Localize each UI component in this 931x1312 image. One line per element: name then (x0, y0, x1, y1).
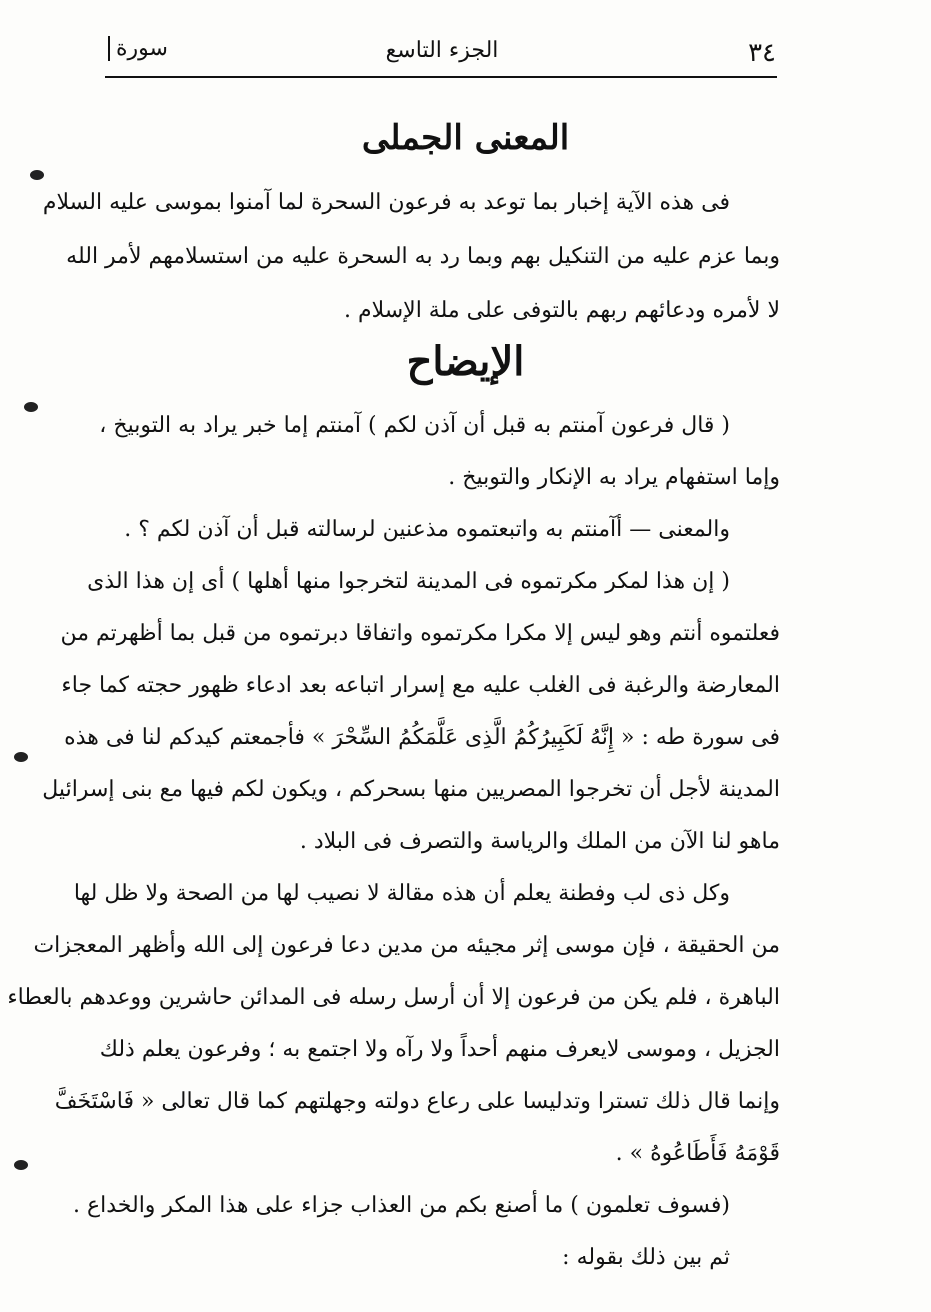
explanation-paragraphs (7, 400, 780, 1284)
text-line: فى هذه الآية إخبار بما توعد به فرعون السحرة لما آمنوا بموسى عليه السلام (42, 190, 730, 215)
page-number: ٣٤ (748, 38, 776, 68)
text-line: وبما عزم عليه من التنكيل بهم وبما رد به السحرة عليه من استسلامهم لأمر الله (66, 244, 780, 269)
binding-hole-mark (30, 170, 44, 180)
text-line: والمعنى — أآمنتم به واتبعتموه مذعنين لرسالته قبل أن آذن لكم ؟ . (124, 517, 730, 542)
text-line: قَوْمَهُ فَأَطَاعُوهُ » . (615, 1141, 780, 1166)
text-line: لا لأمره ودعائهم ربهم بالتوفى على ملة الإسلام . (343, 298, 780, 323)
text-line: فى سورة طه : « إِنَّهُ لَكَبِيرُكُمُ الَّذِى عَلَّمَكُمُ السِّحْرَ » فأجمعتم كيدكم لنا فى هذه (64, 725, 780, 750)
text-line: المعارضة والرغبة فى الغلب عليه مع إسرار اتباعه بعد ادعاء ظهور حجته كما جاء (61, 673, 780, 698)
text-line: وكل ذى لب وفطنة يعلم أن هذه مقالة لا نصيب لها من الصحة ولا ظل لها (73, 881, 730, 906)
surah-label: سورة (108, 36, 168, 61)
section-heading-general-meaning: المعنى الجملى (361, 118, 570, 158)
text-line: (فسوف تعلمون ) ما أصنع بكم من العذاب جزاء على هذا المكر والخداع . (73, 1193, 730, 1218)
text-line: الباهرة ، فلم يكن من فرعون إلا أن أرسل رسله فى المدائن حاشرين ووعدهم بالعطاء (7, 985, 780, 1010)
text-line: ( إن هذا لمكر مكرتموه فى المدينة لتخرجوا منها أهلها ) أى إن هذا الذى (87, 569, 730, 594)
text-line: وإما استفهام يراد به الإنكار والتوبيخ . (448, 465, 780, 490)
part-title: الجزء التاسع (385, 38, 499, 63)
text-line: ثم بين ذلك بقوله : (562, 1245, 730, 1270)
general-meaning-paragraph (42, 176, 780, 338)
header-divider (105, 76, 777, 78)
text-line: الجزيل ، وموسى لايعرف منهم أحداً ولا رآه ولا اجتمع به ؛ وفرعون يعلم ذلك (99, 1037, 780, 1062)
binding-hole-mark (24, 402, 38, 412)
binding-hole-mark (14, 1160, 28, 1170)
text-line: ماهو لنا الآن من الملك والرياسة والتصرف فى البلاد . (299, 829, 780, 854)
binding-hole-mark (14, 752, 28, 762)
text-line: ( قال فرعون آمنتم به قبل أن آذن لكم ) آمنتم إما خبر يراد به التوبيخ ، (99, 413, 730, 438)
text-line: المدينة لأجل أن تخرجوا المصريين منها بسحركم ، ويكون لكم فيها مع بنى إسرائيل (42, 777, 780, 802)
page-header (108, 36, 776, 72)
section-heading-explanation: الإيضاح (406, 338, 525, 385)
text-line: فعلتموه أنتم وهو ليس إلا مكرا مكرتموه واتفاقا دبرتموه من قبل بما أظهرتم من (60, 621, 780, 646)
text-line: وإنما قال ذلك تسترا وتدليسا على رعاع دولته وجهلتهم كما قال تعالى « فَاسْتَخَفَّ (54, 1089, 780, 1114)
text-line: من الحقيقة ، فإن موسى إثر مجيئه من مدين دعا فرعون إلى الله وأظهر المعجزات (33, 933, 780, 958)
